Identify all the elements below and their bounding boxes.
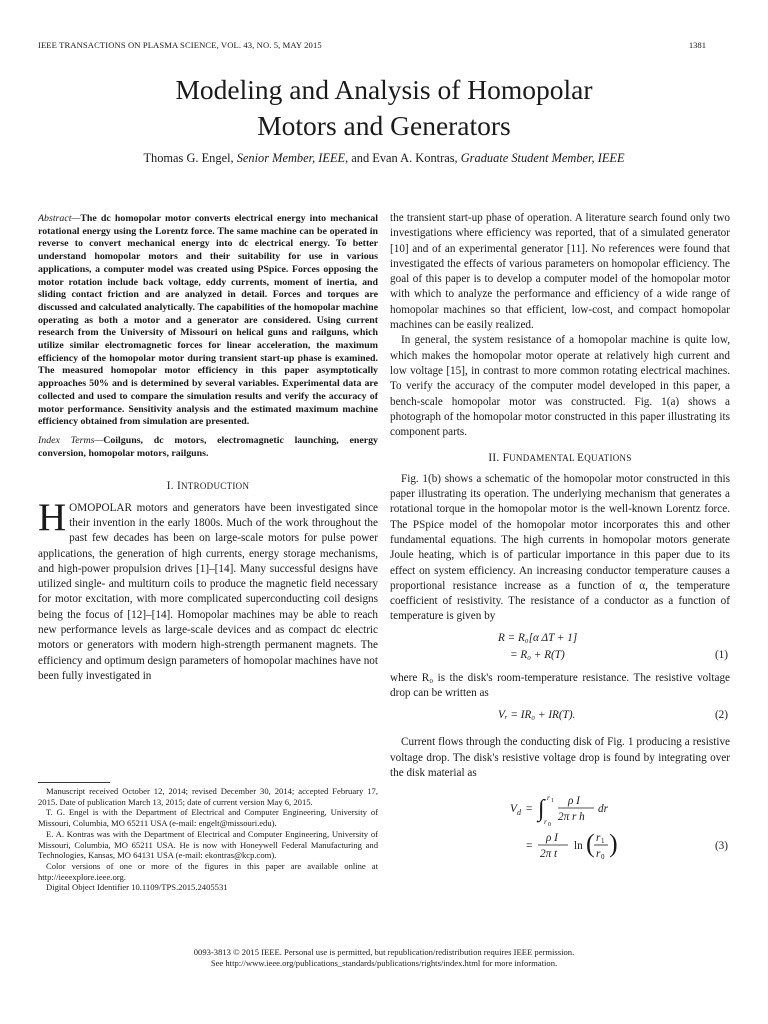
svg-text:): ) [609, 829, 618, 859]
svg-text:r: r [544, 817, 547, 827]
section-2-word2: QUATIONS [584, 453, 632, 464]
abstract-text: The dc homopolar motor converts electrical energy into mechanical rotational energy using the Lorentz force. The same machine can be operated in reverse to convert mechanical energy into dc electrical energy. To better understand homopolar motors and their suitability for use in various applications, a computer model was created using PSpice. Forces opposing the motor rotation include back voltage, eddy currents, moment of inertia, and sliding contact friction and are analyzed in detail. Forces and torques are discussed and calculated analytically. The capabilities of the homopolar machine operating as both a motor and a generator are considered. Using current research from the University of Missouri on helical guns and railguns, which utilize similar electromagnetic forces for linear acceleration, the maximum efficiency of the homopolar motor during transient start-up phase is examined. The measured homopolar motor efficiency in this paper asymptotically approaches 50% and is determined by several variables. Experimental data are collected and used to compare the simulation results and verify the accuracy of motor performance. Sensitivity analysis and the estimated maximum machine efficiency obtained from simulation are presented. [38, 213, 378, 428]
svg-text:=: = [526, 803, 533, 816]
page-number: 1381 [688, 40, 706, 50]
svg-text:dr: dr [598, 803, 608, 816]
copyright-line-1: 0093-3813 © 2015 IEEE. Personal use is permitted, but republication/redistribution requires IEEE permission. [193, 947, 575, 957]
svg-text:0: 0 [601, 853, 605, 862]
drop-cap-rest: OMOPOLAR [69, 501, 132, 514]
running-header: IEEE TRANSACTIONS ON PLASMA SCIENCE, VOL. 43, NO. 5, MAY 2015 [38, 40, 322, 50]
equation-1-number: (1) [714, 648, 728, 661]
equation-1-line-2: = R₀ + R(T) [510, 648, 565, 661]
title-line-2: Motors and Generators [257, 110, 511, 141]
svg-text:∫: ∫ [538, 796, 545, 823]
section-heading-fundamental-equations [390, 451, 730, 466]
author-1: Thomas G. Engel, [143, 151, 237, 165]
svg-text:d: d [517, 808, 521, 818]
section-2-e: E [577, 452, 585, 465]
drop-cap: H [38, 495, 67, 539]
footnote-kontras: E. A. Kontras was with the Department of Electrical and Computer Engineering, University of Missouri, Columbia, MO 65211 USA. He is now with Honeywell Federal Manufacturing and Technologies, Kansas, MO 64131 USA (e-mail: ekontras@kcp.com). [38, 828, 378, 861]
svg-text:r: r [596, 832, 601, 845]
intro-text: motors and generators have been investigated since their invention in the early 1800s. Much of the work throughout the past few decades has been on large-scale motors for pulse power applications, the generation of high currents, energy storage mechanisms, and high-power propulsion drives [1]–[14]. Many successful designs have utilized single- and multiturn coils to produce the magnetic field necessary for motor excitation, with more complicated superconducting coil designs being the focus of [12]–[14]. Homopolar machines may be able to reach new performance levels as large-scale devices and as compact dc electric motors or generators with modern high-strength permanent magnets. The efficiency and optimum design parameters of homopolar machines have not been fully investigated in [38, 501, 378, 682]
paragraph-lorentz: Fig. 1(b) shows a schematic of the homopolar motor constructed in this paper illustrating its operation. The underlying mechanism that generates a rotational torque in the homopolar motor is the well-known Lorentz force. The PSpice model of the homopolar motor incorporates this and other fundamental equations. The high currents in homopolar motors generate Joule heating, which is of particular importance in this paper due to its effect on system efficiency. An increasing conductor temperature causes a proportional resistance increase as a function of α, the temperature coefficient of resistivity. The resistance of a conductor as a function of temperature is given by [390, 472, 730, 623]
author-2-role: Graduate Student Member, IEEE [460, 151, 625, 165]
section-heading-introduction [38, 479, 378, 494]
svg-text:2π t: 2π t [540, 848, 558, 861]
right-column [390, 211, 730, 862]
equation-3-number: (3) [714, 840, 728, 853]
equation-3 [390, 786, 730, 862]
svg-text:(: ( [586, 829, 595, 859]
index-terms-text: Coilguns, dc motors, electromagnetic launching, energy conversion, homopolar motors, railguns. [38, 434, 378, 459]
index-terms [38, 435, 378, 460]
footnotes [38, 786, 378, 893]
equation-3-formula [470, 786, 710, 862]
svg-text:r: r [596, 848, 601, 861]
equation-1-line-1: R = R₀[α ΔT + 1] [498, 631, 578, 644]
equation-2-body: Vᵣ = IR₀ + IR(T). [498, 709, 576, 722]
left-column [38, 213, 378, 684]
equation-2-number: (2) [714, 709, 728, 722]
section-1-title: NTRODUCTION [180, 481, 250, 492]
author-2: , and Evan A. Kontras, [345, 151, 461, 165]
svg-text:0: 0 [548, 822, 551, 829]
paragraph-resistive-drop: where R₀ is the disk's room-temperature resistance. The resistive voltage drop can be written as [390, 671, 730, 700]
author-line [0, 151, 768, 166]
section-1-number: I. I [166, 480, 181, 493]
author-1-role: Senior Member, IEEE [236, 151, 346, 165]
abstract-lead: Abstract— [38, 213, 81, 224]
footnote-doi: Digital Object Identifier 10.1109/TPS.2015.2405531 [46, 882, 228, 893]
svg-text:=: = [526, 840, 533, 853]
svg-text:1: 1 [551, 798, 554, 805]
title-line-1: Modeling and Analysis of Homopolar [175, 74, 593, 105]
copyright-line-2: See http://www.ieee.org/publications_standards/publications/rights/index.html for more information. [210, 958, 558, 969]
footnote-rule [38, 782, 110, 783]
equation-1 [390, 631, 730, 667]
footnote-engel: T. G. Engel is with the Department of Electrical and Computer Engineering, University of Missouri, Columbia, MO 65211 USA (e-mail: engelt@missouri.edu). [38, 807, 378, 829]
paper-title [0, 72, 768, 144]
footnote-manuscript: Manuscript received October 12, 2014; revised December 30, 2014; accepted February 17, 2015. Date of publication March 13, 2015; date of current version May 6, 2015. [38, 786, 378, 807]
index-terms-lead: Index Terms— [38, 434, 104, 446]
paragraph-disk-current: Current flows through the conducting disk of Fig. 1 producing a resistive voltage drop. The disk's resistive voltage drop is found by integrating over the disk material as [390, 736, 730, 779]
copyright-notice [0, 947, 768, 969]
footnote-color: Color versions of one or more of the figures in this paper are available online at http://ieeexplore.ieee.org. [38, 860, 378, 882]
svg-text:V: V [510, 803, 517, 816]
svg-text:ρ I: ρ I [546, 832, 558, 845]
section-2-number: II. F [488, 452, 510, 465]
paragraph-system-resistance: In general, the system resistance of a homopolar machine is quite low, which makes the homopolar motor operate at relatively high current and low voltage [15], in contrast to more common rotating electrical machines. To verify the accuracy of the computer model developed in this paper, a bench-scale homopolar motor was constructed. Fig. 1(a) shows a photograph of the homopolar motor constructed in this paper illustrating its component parts. [390, 334, 730, 439]
svg-text:2π r h: 2π r h [558, 811, 585, 824]
svg-text:ln: ln [574, 840, 583, 853]
svg-text:1: 1 [601, 837, 605, 846]
section-2-word1: UNDAMENTAL [509, 453, 578, 464]
paragraph-continued: the transient start-up phase of operation. A literature search found only two investigations where efficiency was reported, that of a simulated generator [10] and of an experimental generator [11]. No references were found that investigated the effects of various parameters on homopolar efficiency. The goal of this paper is to develop a computer model of the homopolar motor with which to analyze the performance and efficiency of a wide range of homopolar machines so that efficient, low-cost, and compact homopolar machines can be easily realized. [390, 212, 730, 332]
svg-text:r: r [547, 793, 550, 803]
svg-text:ρ I: ρ I [568, 795, 580, 808]
intro-paragraph [38, 495, 378, 685]
equation-2 [390, 706, 730, 730]
abstract [38, 213, 378, 429]
